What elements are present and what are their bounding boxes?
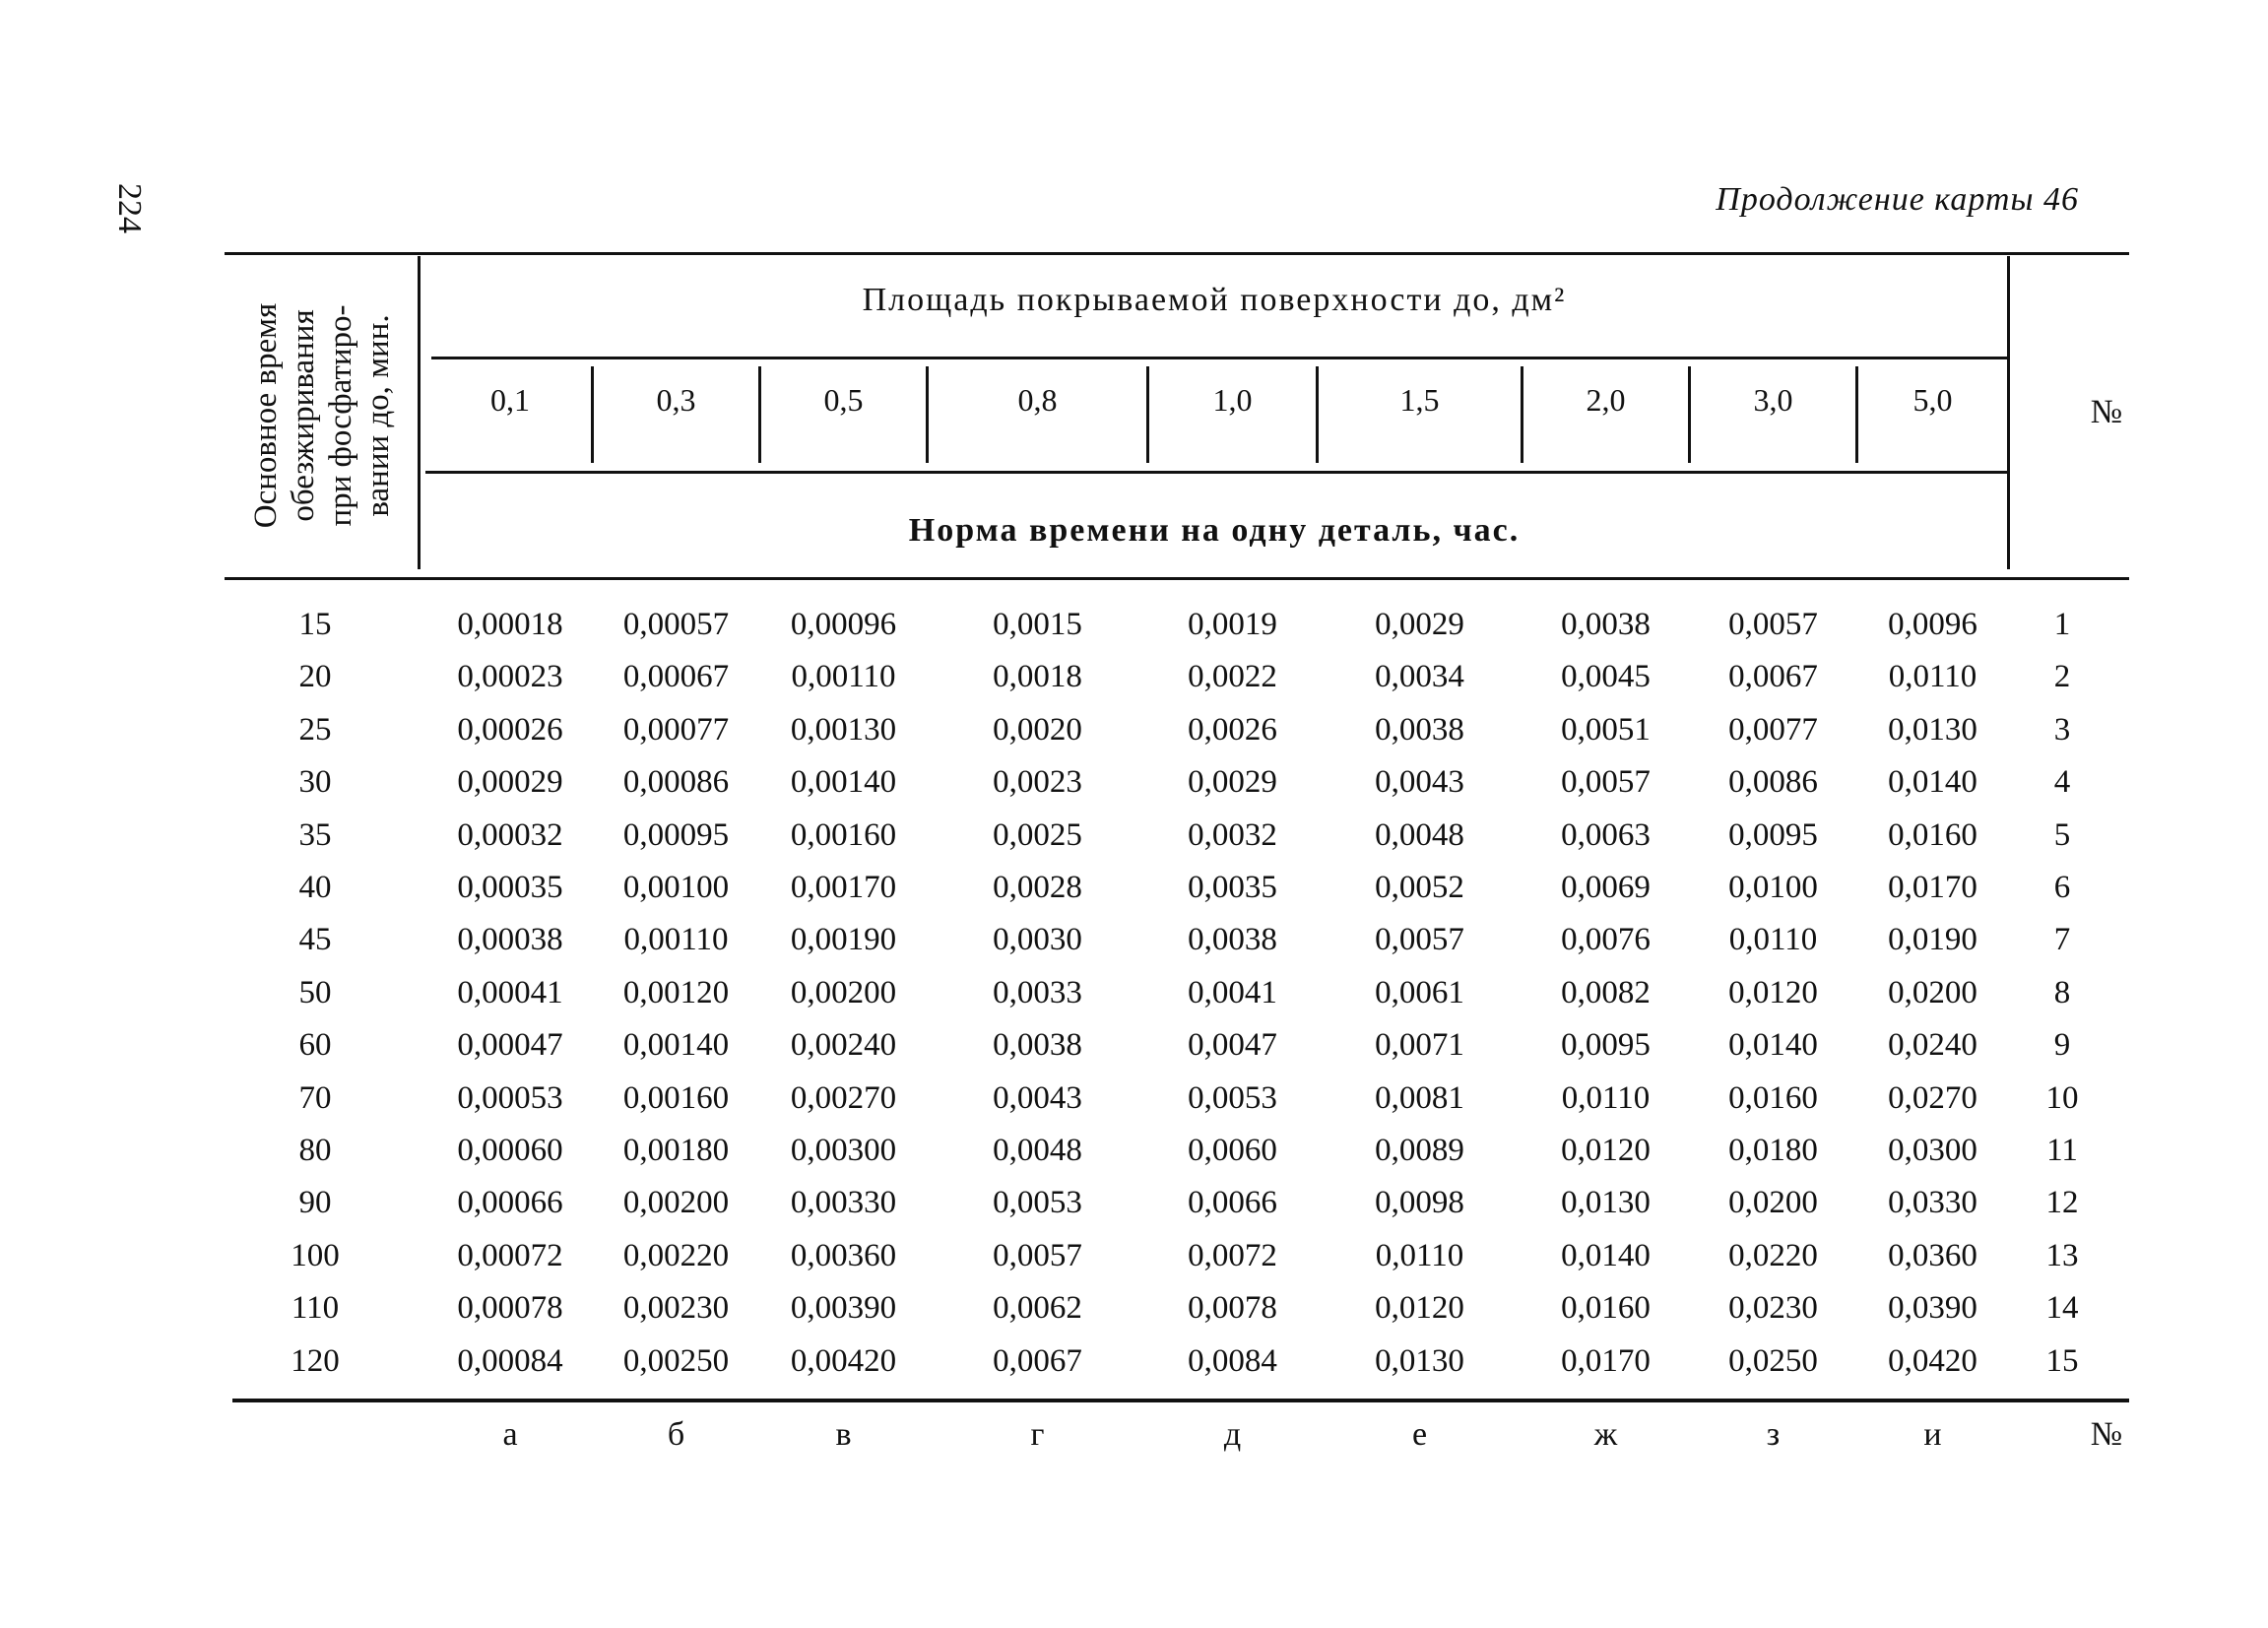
stub-header xyxy=(228,258,416,573)
norm-value-cell: 0,0140 xyxy=(1728,1027,1818,1064)
norm-value-cell: 0,0057 xyxy=(1561,764,1651,801)
norm-value-cell: 0,00110 xyxy=(791,659,896,695)
row-number-cell: 4 xyxy=(2053,764,2071,801)
time-cell: 50 xyxy=(298,974,332,1010)
norm-value-cell: 0,0063 xyxy=(1561,816,1651,853)
norm-value-cell: 0,0170 xyxy=(1888,870,1977,905)
norm-value-cell: 0,0018 xyxy=(993,659,1082,695)
norm-value-cell: 0,0110 xyxy=(1375,1237,1464,1273)
norm-value-cell: 0,0120 xyxy=(1728,974,1818,1010)
norm-value-cell: 0,0086 xyxy=(1728,764,1818,801)
norm-value-cell: 0,00160 xyxy=(790,816,897,853)
norm-value-cell: 0,00300 xyxy=(790,1133,897,1168)
norm-value-cell: 0,0420 xyxy=(1888,1342,1977,1379)
norm-value-cell: 0,0100 xyxy=(1728,870,1818,905)
norm-value-cell: 0,0048 xyxy=(993,1133,1082,1168)
time-cell: 80 xyxy=(298,1133,332,1168)
norm-value-cell: 0,0130 xyxy=(1561,1185,1651,1221)
norm-value-cell: 0,0057 xyxy=(993,1237,1082,1273)
norm-value-cell: 0,0020 xyxy=(993,711,1082,748)
norm-value-cell: 0,0062 xyxy=(993,1290,1082,1327)
norm-value-cell: 0,0025 xyxy=(993,816,1082,853)
norm-value-cell: 0,00084 xyxy=(457,1342,563,1379)
norm-value-cell: 0,00250 xyxy=(622,1342,730,1379)
norm-value-cell: 0,0300 xyxy=(1888,1133,1977,1168)
norm-value-cell: 0,00100 xyxy=(622,870,730,905)
norm-value-cell: 0,0076 xyxy=(1561,922,1651,958)
norm-value-cell: 0,0047 xyxy=(1188,1027,1277,1064)
table-row xyxy=(227,870,2117,922)
norm-value-cell: 0,0043 xyxy=(1375,764,1464,801)
table-row xyxy=(227,922,2117,974)
norm-value-cell: 0,0230 xyxy=(1728,1290,1818,1327)
norm-value-cell: 0,00023 xyxy=(457,659,563,695)
column-letter: б xyxy=(667,1416,685,1453)
norm-header: Норма времени на одну деталь, час. xyxy=(908,512,1521,549)
stub-header-line: вании до, мин. xyxy=(360,314,396,517)
table-row xyxy=(227,1080,2117,1133)
norm-value-cell: 0,00067 xyxy=(622,659,730,695)
norm-value-cell: 0,0038 xyxy=(1561,607,1651,642)
row-number-cell: 6 xyxy=(2053,870,2071,905)
num-header: № xyxy=(2090,394,2123,430)
norm-value-cell: 0,0066 xyxy=(1188,1185,1277,1221)
norm-value-cell: 0,00360 xyxy=(790,1237,897,1273)
time-cell: 45 xyxy=(298,922,332,958)
norm-value-cell: 0,0067 xyxy=(1728,659,1818,695)
norm-value-cell: 0,0240 xyxy=(1888,1027,1977,1064)
norm-value-cell: 0,00220 xyxy=(622,1237,730,1273)
norm-value-cell: 0,0051 xyxy=(1561,711,1651,748)
row-number-cell: 1 xyxy=(2053,607,2071,642)
norm-value-cell: 0,0038 xyxy=(1375,711,1464,748)
norm-value-cell: 0,0038 xyxy=(1188,922,1277,958)
header-bottom-rule xyxy=(225,577,2129,580)
norm-value-cell: 0,0029 xyxy=(1375,607,1464,642)
norm-value-cell: 0,00230 xyxy=(622,1290,730,1327)
norm-value-cell: 0,00130 xyxy=(790,711,897,748)
table-row xyxy=(227,1027,2117,1079)
norm-value-cell: 0,00270 xyxy=(790,1079,897,1116)
norm-value-cell: 0,0220 xyxy=(1728,1237,1818,1273)
norm-value-cell: 0,0071 xyxy=(1375,1027,1464,1064)
table-row xyxy=(227,1133,2117,1185)
table-row xyxy=(227,1185,2117,1237)
norm-value-cell: 0,0057 xyxy=(1375,922,1464,958)
row-number-cell: 14 xyxy=(2045,1290,2079,1327)
norm-value-cell: 0,0180 xyxy=(1728,1133,1818,1168)
norm-value-cell: 0,0069 xyxy=(1561,870,1651,905)
norm-value-cell: 0,00330 xyxy=(790,1185,897,1221)
area-value: 0,1 xyxy=(490,382,530,418)
norm-value-cell: 0,0067 xyxy=(993,1342,1082,1379)
norm-value-cell: 0,00057 xyxy=(622,607,730,642)
row-number-cell: 13 xyxy=(2045,1237,2079,1273)
table-row xyxy=(227,607,2117,659)
norm-value-cell: 0,0028 xyxy=(993,870,1082,905)
time-cell: 15 xyxy=(298,607,332,642)
column-letter: и xyxy=(1923,1416,1942,1453)
norm-value-cell: 0,0110 xyxy=(1728,922,1818,958)
norm-value-cell: 0,0360 xyxy=(1888,1237,1977,1273)
area-value: 0,3 xyxy=(656,382,696,418)
norm-value-cell: 0,0082 xyxy=(1561,974,1651,1010)
norm-value-cell: 0,0043 xyxy=(993,1079,1082,1116)
stub-divider xyxy=(418,256,421,569)
column-letter: з xyxy=(1766,1416,1781,1453)
table-top-rule xyxy=(225,252,2129,255)
norm-value-cell: 0,0081 xyxy=(1375,1079,1464,1116)
norm-value-cell: 0,0052 xyxy=(1375,870,1464,905)
norm-value-cell: 0,0200 xyxy=(1888,974,1977,1010)
time-cell: 25 xyxy=(298,711,332,748)
norm-value-cell: 0,00060 xyxy=(457,1133,563,1168)
stub-header-line: при фосфатиро- xyxy=(323,304,358,527)
norm-value-cell: 0,00078 xyxy=(457,1290,563,1327)
norm-value-cell: 0,00096 xyxy=(790,607,897,642)
table-row xyxy=(227,764,2117,816)
norm-value-cell: 0,0060 xyxy=(1188,1133,1277,1168)
area-values-rule xyxy=(425,471,2007,474)
norm-value-cell: 0,0038 xyxy=(993,1027,1082,1064)
norm-value-cell: 0,0035 xyxy=(1188,870,1277,905)
norm-value-cell: 0,0030 xyxy=(993,922,1082,958)
area-value: 0,5 xyxy=(823,382,864,418)
row-number-cell: 9 xyxy=(2053,1027,2071,1064)
norm-value-cell: 0,00053 xyxy=(457,1079,563,1116)
norm-value-cell: 0,0140 xyxy=(1888,764,1977,801)
norm-value-cell: 0,00140 xyxy=(790,764,897,801)
table-row xyxy=(227,659,2117,711)
norm-value-cell: 0,0130 xyxy=(1375,1342,1464,1379)
norm-value-cell: 0,0110 xyxy=(1888,659,1977,695)
row-number-cell: 15 xyxy=(2045,1342,2079,1379)
norm-value-cell: 0,0160 xyxy=(1728,1079,1818,1116)
norm-value-cell: 0,00035 xyxy=(457,870,563,905)
area-value: 2,0 xyxy=(1586,382,1626,418)
table-row xyxy=(227,1238,2117,1290)
area-value: 1,0 xyxy=(1212,382,1253,418)
norm-value-cell: 0,0045 xyxy=(1561,659,1651,695)
norm-value-cell: 0,0120 xyxy=(1561,1133,1651,1168)
norm-value-cell: 0,00180 xyxy=(622,1133,730,1168)
norm-value-cell: 0,0015 xyxy=(993,607,1082,642)
area-value: 3,0 xyxy=(1753,382,1793,418)
column-letter: а xyxy=(502,1416,518,1453)
norm-value-cell: 0,00140 xyxy=(622,1027,730,1064)
norm-value-cell: 0,00047 xyxy=(457,1027,563,1064)
body-bottom-rule xyxy=(232,1399,2129,1402)
norm-value-cell: 0,0022 xyxy=(1188,659,1277,695)
norm-value-cell: 0,00029 xyxy=(457,764,563,801)
norm-value-cell: 0,00077 xyxy=(622,711,730,748)
norm-value-cell: 0,0190 xyxy=(1888,922,1977,958)
norm-value-cell: 0,0061 xyxy=(1375,974,1464,1010)
column-letter: г xyxy=(1030,1416,1045,1453)
norm-value-cell: 0,0034 xyxy=(1375,659,1464,695)
row-number-cell: 2 xyxy=(2053,659,2071,695)
time-cell: 90 xyxy=(298,1185,332,1221)
area-value: 5,0 xyxy=(1912,382,1953,418)
norm-value-cell: 0,0140 xyxy=(1561,1237,1651,1273)
time-cell: 70 xyxy=(298,1079,332,1116)
norm-value-cell: 0,0160 xyxy=(1888,816,1977,853)
area-value: 0,8 xyxy=(1017,382,1058,418)
norm-value-cell: 0,0096 xyxy=(1888,607,1977,642)
time-cell: 35 xyxy=(298,816,332,853)
table-row xyxy=(227,1343,2117,1396)
area-header: Площадь покрываемой поверхности до, дм² xyxy=(862,282,1567,318)
time-cell: 120 xyxy=(291,1342,340,1379)
norm-value-cell: 0,0078 xyxy=(1188,1290,1277,1327)
norm-value-cell: 0,00200 xyxy=(622,1185,730,1221)
letters-num: № xyxy=(2090,1416,2123,1453)
norm-value-cell: 0,00200 xyxy=(790,974,897,1010)
page-number: 224 xyxy=(111,183,148,233)
num-divider xyxy=(2007,256,2010,569)
stub-header-line: обезжиривания xyxy=(286,309,321,522)
norm-value-cell: 0,00160 xyxy=(622,1079,730,1116)
norm-value-cell: 0,00066 xyxy=(457,1185,563,1221)
table-row xyxy=(227,817,2117,870)
time-cell: 30 xyxy=(298,764,332,801)
norm-value-cell: 0,00110 xyxy=(623,922,729,958)
norm-value-cell: 0,0390 xyxy=(1888,1290,1977,1327)
time-cell: 40 xyxy=(298,870,332,905)
time-cell: 100 xyxy=(291,1237,340,1273)
norm-value-cell: 0,00390 xyxy=(790,1290,897,1327)
norm-value-cell: 0,00420 xyxy=(790,1342,897,1379)
stub-header-line: Основное время xyxy=(248,302,284,529)
row-number-cell: 5 xyxy=(2053,816,2071,853)
time-cell: 110 xyxy=(291,1290,340,1327)
norm-value-cell: 0,00240 xyxy=(790,1027,897,1064)
norm-value-cell: 0,0130 xyxy=(1888,711,1977,748)
area-header-rule xyxy=(431,357,2007,359)
norm-value-cell: 0,0095 xyxy=(1561,1027,1651,1064)
norm-value-cell: 0,0057 xyxy=(1728,607,1818,642)
column-letter: в xyxy=(835,1416,852,1453)
column-letter: ж xyxy=(1593,1416,1618,1453)
row-number-cell: 10 xyxy=(2045,1079,2079,1116)
norm-value-cell: 0,0250 xyxy=(1728,1342,1818,1379)
norm-value-cell: 0,00041 xyxy=(457,974,563,1010)
row-number-cell: 12 xyxy=(2045,1185,2079,1221)
continuation-title: Продолжение карты 46 xyxy=(1716,181,2079,218)
norm-value-cell: 0,0053 xyxy=(993,1185,1082,1221)
norm-value-cell: 0,0026 xyxy=(1188,711,1277,748)
table-row xyxy=(227,1290,2117,1342)
norm-value-cell: 0,00018 xyxy=(457,607,563,642)
row-number-cell: 11 xyxy=(2046,1133,2078,1168)
norm-value-cell: 0,0098 xyxy=(1375,1185,1464,1221)
column-letter: д xyxy=(1223,1416,1242,1453)
time-cell: 60 xyxy=(298,1027,332,1064)
norm-value-cell: 0,0330 xyxy=(1888,1185,1977,1221)
norm-value-cell: 0,0032 xyxy=(1188,816,1277,853)
norm-value-cell: 0,00038 xyxy=(457,922,563,958)
norm-value-cell: 0,0041 xyxy=(1188,974,1277,1010)
table-row xyxy=(227,975,2117,1027)
norm-value-cell: 0,0029 xyxy=(1188,764,1277,801)
column-letter: е xyxy=(1411,1416,1428,1453)
norm-value-cell: 0,0033 xyxy=(993,974,1082,1010)
area-value: 1,5 xyxy=(1399,382,1440,418)
row-number-cell: 3 xyxy=(2053,711,2071,748)
norm-value-cell: 0,0270 xyxy=(1888,1079,1977,1116)
norm-value-cell: 0,0200 xyxy=(1728,1185,1818,1221)
norm-value-cell: 0,0160 xyxy=(1561,1290,1651,1327)
norm-value-cell: 0,0023 xyxy=(993,764,1082,801)
norm-value-cell: 0,00170 xyxy=(790,870,897,905)
norm-value-cell: 0,00086 xyxy=(622,764,730,801)
norm-value-cell: 0,00095 xyxy=(622,816,730,853)
norm-value-cell: 0,00072 xyxy=(457,1237,563,1273)
time-cell: 20 xyxy=(298,659,332,695)
table-row xyxy=(227,712,2117,764)
norm-value-cell: 0,0120 xyxy=(1375,1290,1464,1327)
norm-value-cell: 0,00190 xyxy=(790,922,897,958)
norm-value-cell: 0,0110 xyxy=(1561,1079,1651,1116)
norm-value-cell: 0,0089 xyxy=(1375,1133,1464,1168)
norm-value-cell: 0,0048 xyxy=(1375,816,1464,853)
row-number-cell: 8 xyxy=(2053,974,2071,1010)
norm-value-cell: 0,0095 xyxy=(1728,816,1818,853)
norm-value-cell: 0,00120 xyxy=(622,974,730,1010)
norm-value-cell: 0,0072 xyxy=(1188,1237,1277,1273)
norm-value-cell: 0,0084 xyxy=(1188,1342,1277,1379)
norm-value-cell: 0,00032 xyxy=(457,816,563,853)
norm-value-cell: 0,00026 xyxy=(457,711,563,748)
norm-value-cell: 0,0019 xyxy=(1188,607,1277,642)
norm-value-cell: 0,0077 xyxy=(1728,711,1818,748)
norm-value-cell: 0,0053 xyxy=(1188,1079,1277,1116)
row-number-cell: 7 xyxy=(2053,922,2071,958)
norm-value-cell: 0,0170 xyxy=(1561,1342,1651,1379)
